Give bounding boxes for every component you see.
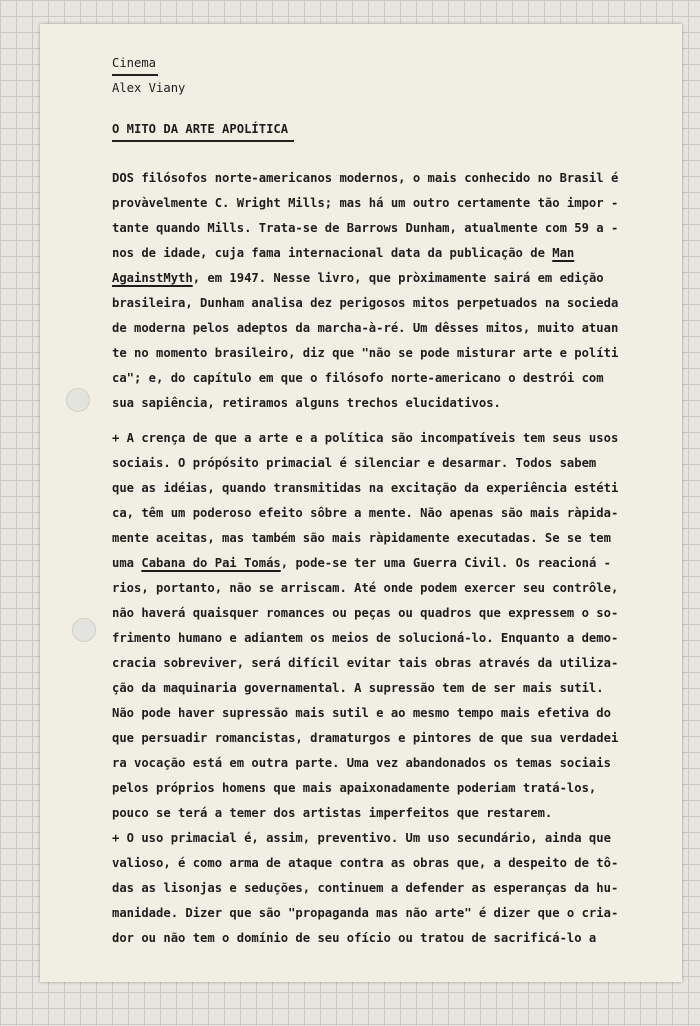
line-text: pelos próprios homens que mais apaixonadamente poderiam tratá-los, [112,781,597,795]
line-text: dor ou não tem o domínio de seu ofício ou tratou de sacrificá-lo a [112,931,597,945]
line-text: frimento humano e adiantem os meios de solucioná-lo. Enquanto a demo- [112,631,619,645]
line-text: nos de idade, cuja fama internacional data da publicação de [112,246,553,260]
body-line [112,220,618,236]
line-text: rios, portanto, não se arriscam. Até onde podem exercer seu contrôle, [112,581,619,595]
body-line [112,555,611,571]
typewritten-page [40,24,682,982]
title-underline [112,140,294,142]
body-line [112,245,574,261]
body-line [112,930,596,946]
line-text: ra vocação está em outra parte. Uma vez abandonados os temas sociais [112,756,611,770]
line-text: provàvelmente C. Wright Mills; mas há um outro certamente tão impor - [112,196,619,210]
body-line [112,530,611,546]
line-text: te no momento brasileiro, diz que "não se pode misturar arte e políti [112,346,619,360]
body-line [112,295,618,311]
body-line [112,370,604,386]
line-text: + O uso primacial é, assim, preventivo. Um uso secundário, ainda que [112,831,611,845]
line-text: DOS filósofos norte-americanos modernos, o mais conhecido no Brasil é [112,171,619,185]
author-name: Alex Viany [112,81,186,95]
punch-hole [66,388,90,412]
line-text: valioso, é como arma de ataque contra as obras que, a despeito de tô- [112,856,619,870]
body-line [112,755,611,771]
line-text: manidade. Dizer que são "propaganda mas não arte" é dizer que o cria- [112,906,619,920]
line-text: sociais. O própósito primacial é silenciar e desarmar. Todos sabem [112,456,597,470]
line-text: cracia sobreviver, será difícil evitar tais obras através da utiliza- [112,656,619,670]
section-label: Cinema [112,56,157,70]
line-text: , pode-se ter uma Guerra Civil. Os reacioná - [280,556,611,570]
body-line [112,505,618,521]
body-line [112,580,618,596]
body-line [112,730,618,746]
book-title: Cabana do Pai Tomás [141,556,281,570]
line-text: + A crença de que a arte e a política são incompatíveis tem seus usos [112,431,619,445]
line-text: pouco se terá a temer dos artistas imperfeitos que restarem. [112,806,553,820]
body-line [112,345,618,361]
body-line [112,430,618,446]
body-line [112,630,618,646]
body-line [112,170,618,186]
body-line [112,830,611,846]
line-text: Não pode haver supressão mais sutil e ao mesmo tempo mais efetiva do [112,706,611,720]
section-underline [112,74,158,76]
line-text: de moderna pelos adeptos da marcha-à-ré. Um dêsses mitos, muito atuan [112,321,619,335]
book-title: AgainstMyth [112,271,193,285]
line-text: que as idéias, quando transmitidas na excitação da experiência estéti [112,481,619,495]
book-title: Man [552,246,575,260]
body-line [112,780,596,796]
body-line [112,320,618,336]
body-line [112,455,596,471]
body-line [112,395,501,411]
line-text: ção da maquinaria governamental. A supressão tem de ser mais sutil. [112,681,604,695]
line-text: ca, têm um poderoso efeito sôbre a mente. Não apenas são mais ràpida- [112,506,619,520]
body-line [112,270,604,286]
line-text: , em 1947. Nesse livro, que pròximamente sairá em edição [192,271,604,285]
body-line [112,605,618,621]
body-line [112,880,618,896]
body-line [112,655,618,671]
body-line [112,855,618,871]
line-text: não haverá quaisquer romances ou peças ou quadros que expressem o so- [112,606,619,620]
body-line [112,480,618,496]
body-line [112,905,618,921]
body-line [112,680,604,696]
line-text: sua sapiência, retiramos alguns trechos elucidativos. [112,396,501,410]
line-text: tante quando Mills. Trata-se de Barrows Dunham, atualmente com 59 a - [112,221,619,235]
body-line [112,195,618,211]
line-text: ca"; e, do capítulo em que o filósofo norte-americano o destrói com [112,371,604,385]
line-text: mente aceitas, mas também são mais ràpidamente executadas. Se se tem [112,531,611,545]
article-title: O MITO DA ARTE APOLÍTICA [112,122,289,136]
line-text: brasileira, Dunham analisa dez perigosos mitos perpetuados na socieda [112,296,619,310]
line-text: que persuadir romancistas, dramaturgos e pintores de que sua verdadei [112,731,619,745]
line-text: uma [112,556,142,570]
line-text: das as lisonjas e seduções, continuem a defender as esperanças da hu- [112,881,619,895]
punch-hole [72,618,96,642]
body-line [112,705,611,721]
body-line [112,805,552,821]
